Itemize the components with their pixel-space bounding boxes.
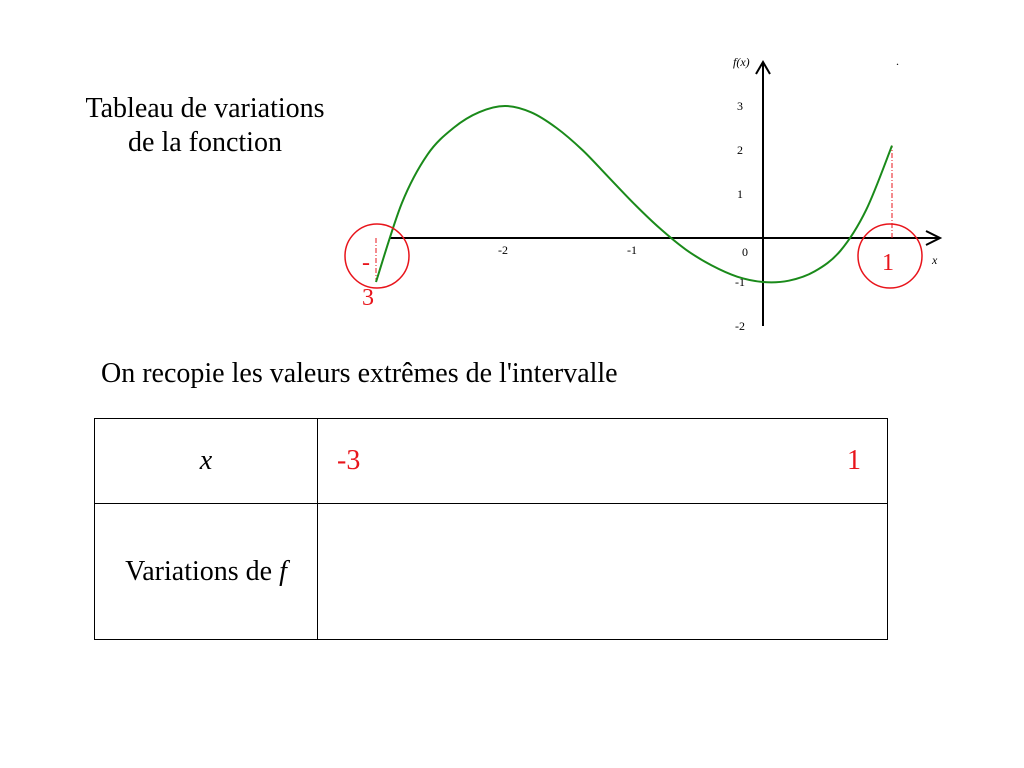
x-end-value: 1 xyxy=(847,445,861,476)
title-line-1: Tableau de variations xyxy=(85,93,325,124)
x-row-label: x xyxy=(199,445,213,476)
x-tick-label: -1 xyxy=(627,243,637,257)
right-endpoint-label: 1 xyxy=(882,250,894,276)
variations-label-f: f xyxy=(279,555,287,587)
x-label-cell xyxy=(95,419,318,504)
y-tick-label: 2 xyxy=(737,143,743,157)
origin-label: 0 xyxy=(742,245,748,259)
variations-label-cell xyxy=(95,504,318,640)
variation-table xyxy=(94,418,888,640)
table-row-x xyxy=(95,419,888,504)
stray-dot: . xyxy=(896,54,899,68)
variations-label-prefix: Variations de xyxy=(125,555,280,587)
y-tick-label: -1 xyxy=(735,275,745,289)
x-tick-label: -2 xyxy=(498,243,508,257)
x-start-value: -3 xyxy=(337,445,361,476)
variations-cell xyxy=(318,504,888,640)
x-tick-labels xyxy=(498,243,637,257)
left-endpoint-label-minus: - xyxy=(362,250,370,276)
axes xyxy=(390,62,940,326)
y-tick-labels xyxy=(735,99,745,333)
y-axis-label: f(x) xyxy=(733,55,750,69)
caption: On recopie les valeurs extrêmes de l'intervalle xyxy=(101,358,618,389)
table-row-variations xyxy=(95,504,888,640)
y-tick-label: 3 xyxy=(737,99,743,113)
y-tick-label: 1 xyxy=(737,187,743,201)
function-graph xyxy=(0,0,1024,360)
y-tick-label: -2 xyxy=(735,319,745,333)
left-endpoint-label-digit: 3 xyxy=(362,285,374,311)
x-axis-label: x xyxy=(932,253,938,267)
title-line-2: de la fonction xyxy=(128,127,282,159)
x-values-cell xyxy=(318,419,888,504)
